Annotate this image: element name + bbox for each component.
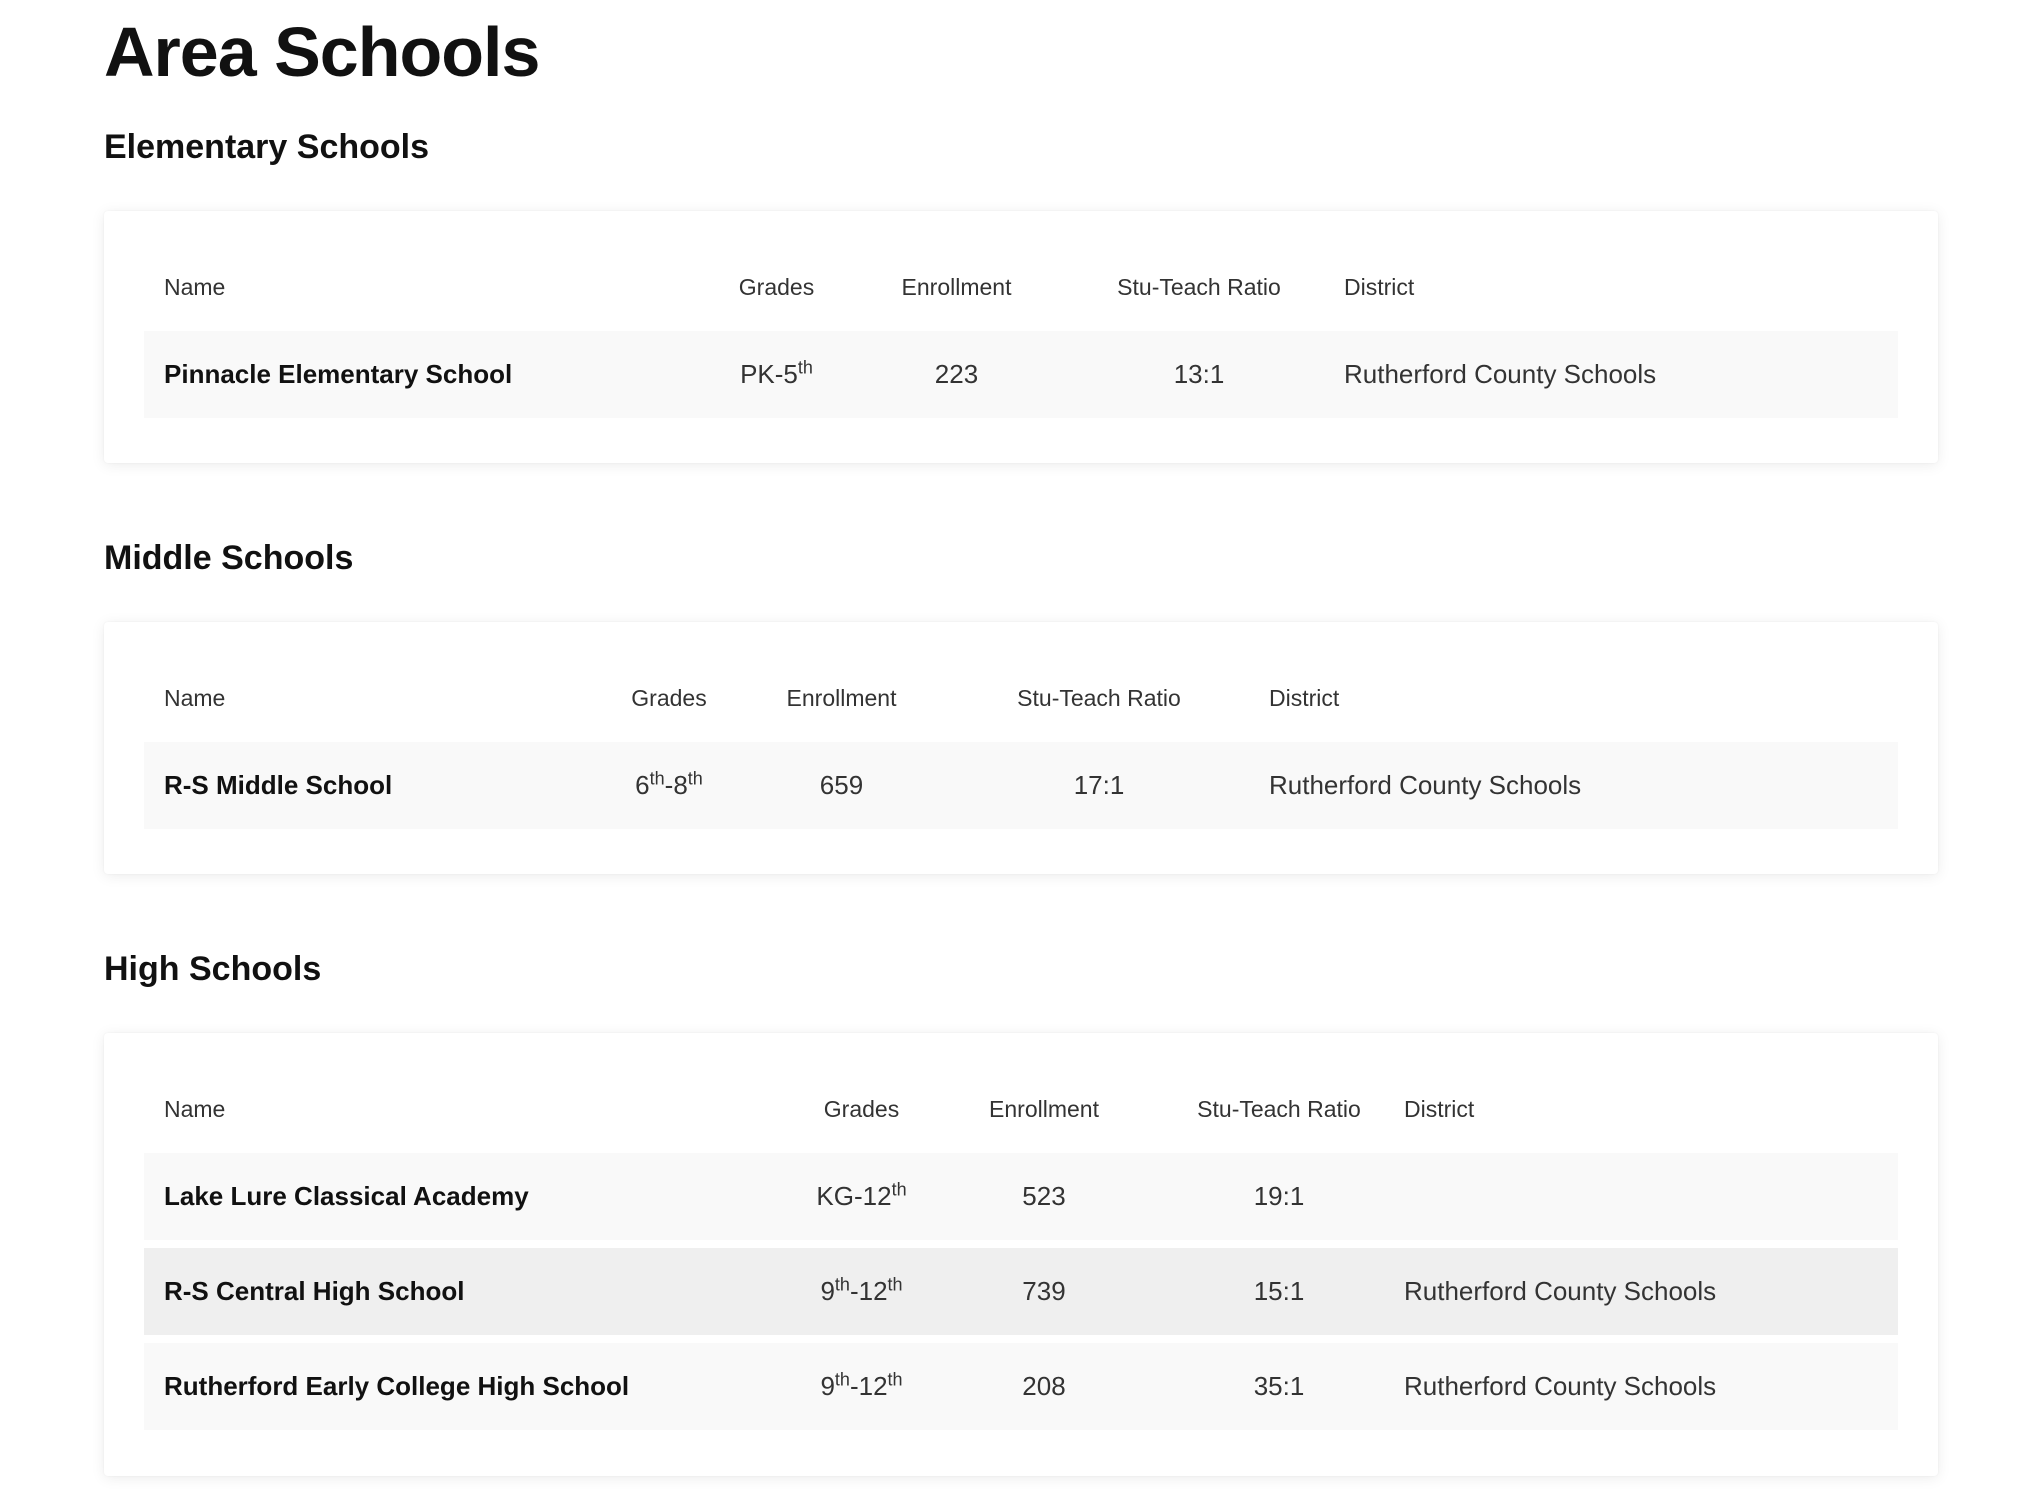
middle-schools-table — [144, 662, 1898, 837]
school-district: Rutherford County Schools — [1384, 1343, 1898, 1430]
high-schools-card — [104, 1033, 1938, 1476]
column-header-district: District — [1344, 273, 1415, 300]
school-grades: 9th-12th — [809, 1248, 914, 1335]
school-name[interactable]: Rutherford Early College High School — [144, 1343, 809, 1430]
column-header-grades: Grades — [738, 273, 815, 300]
column-header-ratio: Stu-Teach Ratio — [1197, 1095, 1361, 1122]
school-enrollment: 223 — [839, 331, 1074, 418]
column-header-name: Name — [164, 273, 226, 300]
table-row[interactable] — [144, 1343, 1898, 1430]
school-ratio: 35:1 — [1174, 1343, 1384, 1430]
school-district: Rutherford County Schools — [1384, 1248, 1898, 1335]
high-schools-table — [144, 1073, 1898, 1438]
school-grades: 9th-12th — [809, 1343, 914, 1430]
table-row[interactable] — [144, 1248, 1898, 1335]
column-header-district: District — [1404, 1095, 1475, 1122]
table-row[interactable] — [144, 1153, 1898, 1240]
column-header-enrollment: Enrollment — [901, 273, 1012, 300]
column-header-enrollment: Enrollment — [989, 1095, 1099, 1122]
school-ratio: 19:1 — [1174, 1153, 1384, 1240]
column-header-district: District — [1269, 684, 1340, 711]
middle-schools-card — [104, 622, 1938, 874]
school-name[interactable]: Lake Lure Classical Academy — [144, 1153, 809, 1240]
school-grades: KG-12th — [809, 1153, 914, 1240]
school-district — [1384, 1153, 1898, 1240]
school-name[interactable]: R-S Middle School — [144, 742, 604, 829]
table-row[interactable] — [144, 742, 1898, 829]
column-header-name: Name — [164, 1095, 226, 1122]
column-header-grades: Grades — [823, 1095, 900, 1122]
school-enrollment: 523 — [914, 1153, 1174, 1240]
school-enrollment: 208 — [914, 1343, 1174, 1430]
elementary-schools-card — [104, 211, 1938, 463]
school-enrollment: 659 — [734, 742, 949, 829]
school-name[interactable]: R-S Central High School — [144, 1248, 809, 1335]
column-header-grades: Grades — [631, 684, 707, 711]
table-header-row — [144, 670, 1898, 734]
school-name[interactable]: Pinnacle Elementary School — [144, 331, 714, 418]
school-grades: PK-5th — [714, 331, 839, 418]
school-grades: 6th-8th — [604, 742, 734, 829]
column-header-enrollment: Enrollment — [786, 684, 897, 711]
column-header-name: Name — [164, 684, 226, 711]
page-title: Area Schools — [104, 13, 540, 91]
section-title-middle: Middle Schools — [104, 539, 354, 577]
table-row[interactable] — [144, 331, 1898, 418]
section-title-high: High Schools — [104, 950, 322, 988]
school-district: Rutherford County Schools — [1249, 742, 1898, 829]
column-header-ratio: Stu-Teach Ratio — [1017, 684, 1181, 711]
school-district: Rutherford County Schools — [1324, 331, 1898, 418]
school-enrollment: 739 — [914, 1248, 1174, 1335]
school-ratio: 17:1 — [949, 742, 1249, 829]
section-title-elementary: Elementary Schools — [104, 128, 430, 166]
elementary-schools-table — [144, 251, 1898, 426]
table-header-row — [144, 259, 1898, 323]
table-header-row — [144, 1081, 1898, 1145]
column-header-ratio: Stu-Teach Ratio — [1117, 273, 1281, 300]
school-ratio: 13:1 — [1074, 331, 1324, 418]
school-ratio: 15:1 — [1174, 1248, 1384, 1335]
